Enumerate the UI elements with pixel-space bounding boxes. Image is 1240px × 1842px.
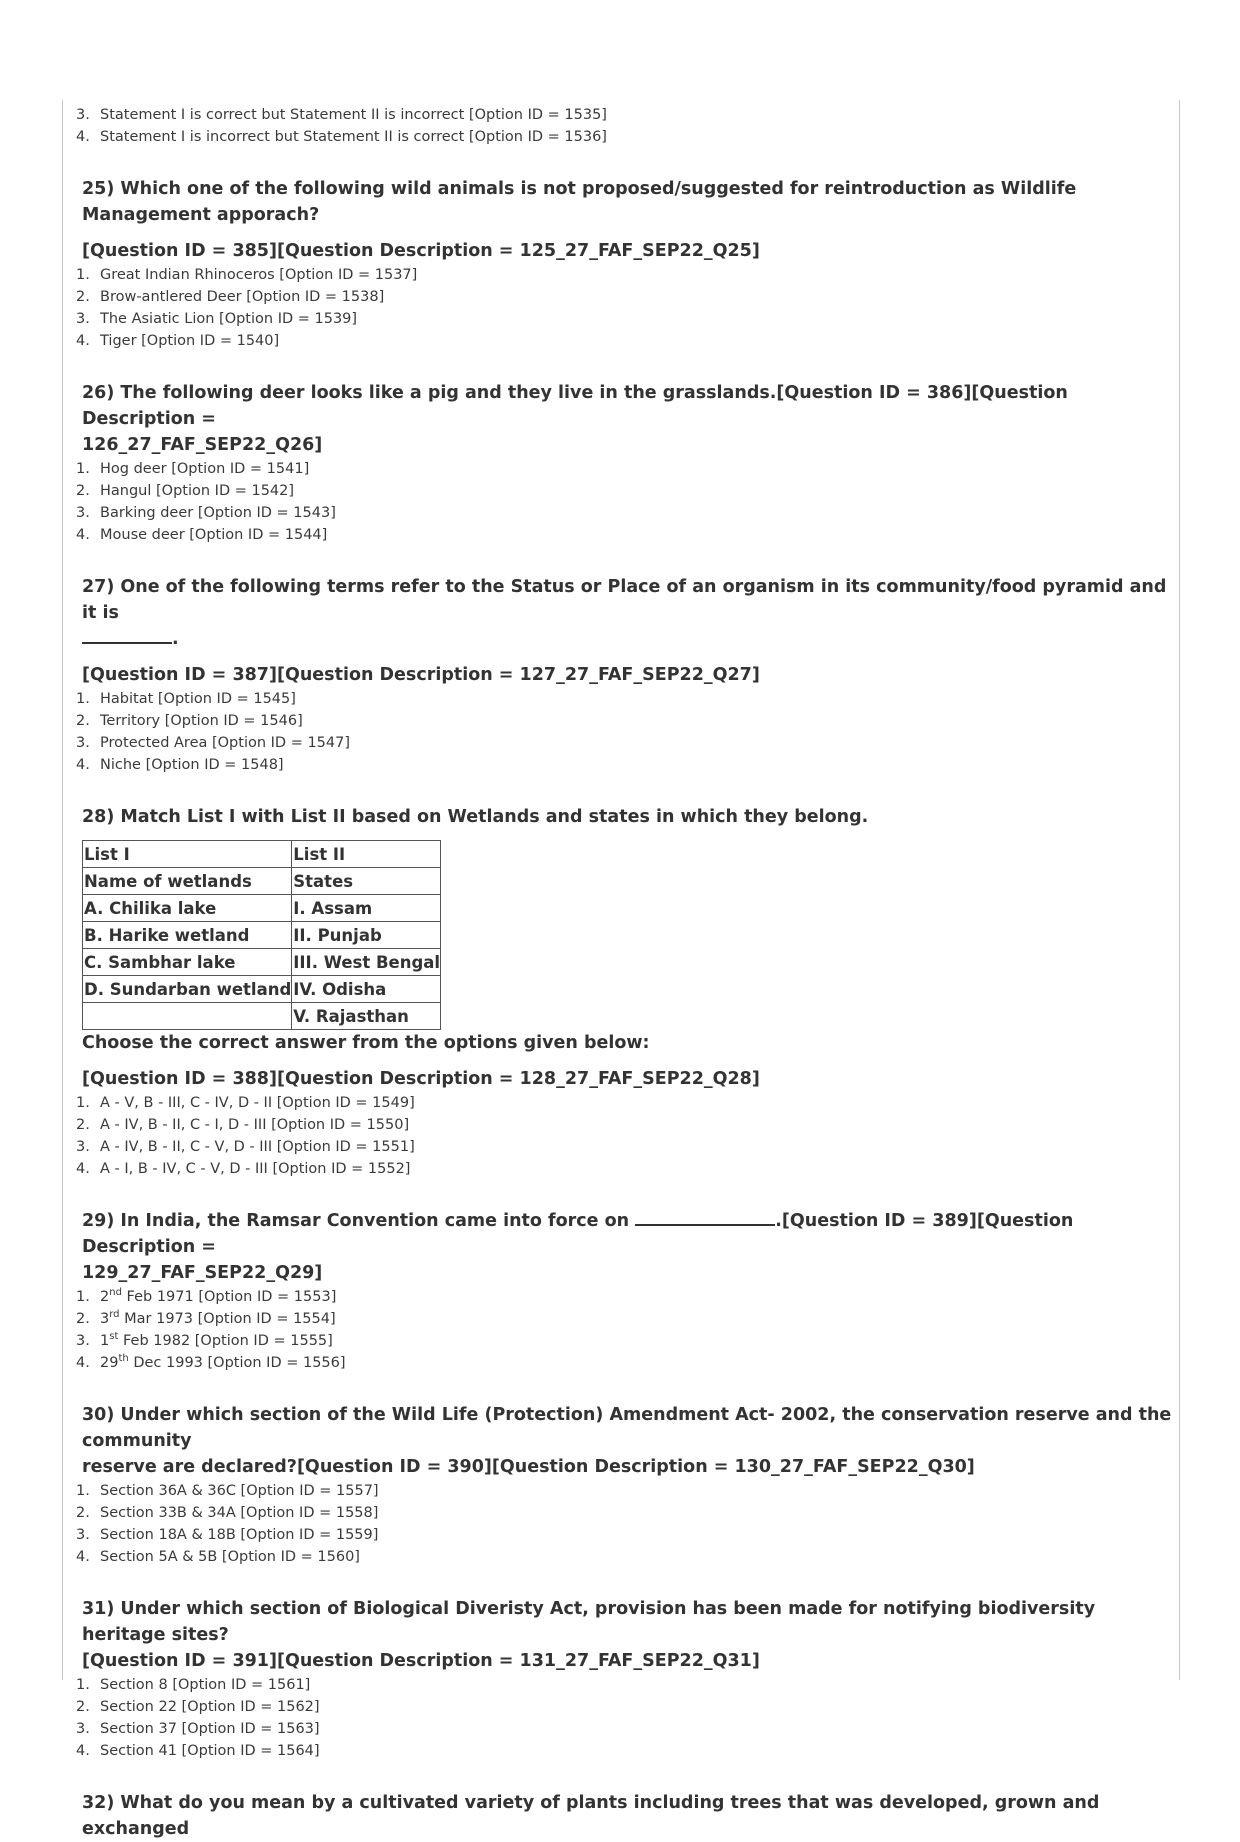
- option: 4. Tiger [Option ID = 1540]: [76, 333, 280, 349]
- option: 3. 1st Feb 1982 [Option ID = 1555]: [76, 1331, 333, 1349]
- question-text: 29) In India, the Ramsar Convention came into force on .[Question ID = 389][Question Description =: [82, 1211, 1074, 1257]
- table-row: [83, 922, 441, 949]
- question-29: [74, 1208, 1174, 1374]
- option: 3. Section 37 [Option ID = 1563]: [76, 1721, 320, 1737]
- option: 2. Section 22 [Option ID = 1562]: [76, 1699, 320, 1715]
- question-text: 32) What do you mean by a cultivated variety of plants including trees that was developed, grown and exchanged: [82, 1793, 1100, 1839]
- question-28: [74, 804, 1174, 1180]
- option: 4. Niche [Option ID = 1548]: [76, 757, 284, 773]
- question-text: 30) Under which section of the Wild Life (Protection) Amendment Act- 2002, the conservation reserve and the community: [82, 1405, 1172, 1451]
- table-cell: Name of wetlands: [83, 868, 292, 895]
- table-cell: B. Harike wetland: [83, 922, 292, 949]
- option: 3. Protected Area [Option ID = 1547]: [76, 735, 351, 751]
- table-row: [83, 841, 441, 868]
- option: 3. A - IV, B - II, C - V, D - III [Option ID = 1551]: [76, 1139, 415, 1155]
- question-text: 27) One of the following terms refer to the Status or Place of an organism in its community/food pyramid and it is: [82, 577, 1167, 623]
- option: 4. 29th Dec 1993 [Option ID = 1556]: [76, 1353, 346, 1371]
- option: 1. 2nd Feb 1971 [Option ID = 1553]: [76, 1287, 337, 1305]
- option: 4. Statement I is incorrect but Statement II is correct [Option ID = 1536]: [76, 129, 607, 145]
- question-text: 28) Match List I with List II based on Wetlands and states in which they belong.: [82, 807, 869, 827]
- option: 3. The Asiatic Lion [Option ID = 1539]: [76, 311, 358, 327]
- table-row: [83, 1003, 441, 1030]
- option: 3. Statement I is correct but Statement II is incorrect [Option ID = 1535]: [76, 107, 607, 123]
- prev-question-options: [74, 104, 1174, 148]
- table-cell: [83, 1003, 292, 1030]
- table-row: [83, 868, 441, 895]
- option: 1. A - V, B - III, C - IV, D - II [Option ID = 1549]: [76, 1095, 415, 1111]
- option: 3. Section 18A & 18B [Option ID = 1559]: [76, 1527, 379, 1543]
- question-text: 26) The following deer looks like a pig and they live in the grasslands.[Question ID = 386][Question Description =: [82, 383, 1068, 429]
- answer-blank: .: [82, 626, 1174, 652]
- table-cell: A. Chilika lake: [83, 895, 292, 922]
- option: 4. A - I, B - IV, C - V, D - III [Option ID = 1552]: [76, 1161, 411, 1177]
- table-cell: I. Assam: [292, 895, 441, 922]
- question-text: 31) Under which section of Biological Diveristy Act, provision has been made for notifying biodiversity heritage sites?: [82, 1599, 1096, 1645]
- option: 2. Hangul [Option ID = 1542]: [76, 483, 295, 499]
- question-description: [Question ID = 387][Question Description = 127_27_FAF_SEP22_Q27]: [82, 665, 760, 685]
- option: 1. Habitat [Option ID = 1545]: [76, 691, 296, 707]
- option: 1. Great Indian Rhinoceros [Option ID = 1537]: [76, 267, 418, 283]
- table-cell: D. Sundarban wetland: [83, 976, 292, 1003]
- question-text-cont: reserve are declared?[Question ID = 390][Question Description = 130_27_FAF_SEP22_Q30]: [82, 1457, 975, 1477]
- table-row: [83, 976, 441, 1003]
- option: 2. A - IV, B - II, C - I, D - III [Option ID = 1550]: [76, 1117, 410, 1133]
- table-cell: II. Punjab: [292, 922, 441, 949]
- question-27: [74, 574, 1174, 776]
- table-cell: C. Sambhar lake: [83, 949, 292, 976]
- option: 2. Brow-antlered Deer [Option ID = 1538]: [76, 289, 385, 305]
- question-32: [74, 1790, 1174, 1842]
- question-26: [74, 380, 1174, 546]
- table-row: [83, 895, 441, 922]
- question-30: [74, 1402, 1174, 1568]
- question-text-cont: 126_27_FAF_SEP22_Q26]: [82, 435, 323, 455]
- question-description: [Question ID = 385][Question Description = 125_27_FAF_SEP22_Q25]: [82, 241, 760, 261]
- match-table: [82, 840, 441, 1030]
- option: 4. Section 5A & 5B [Option ID = 1560]: [76, 1549, 360, 1565]
- table-cell: IV. Odisha: [292, 976, 441, 1003]
- table-cell: States: [292, 868, 441, 895]
- option: 4. Section 41 [Option ID = 1564]: [76, 1743, 320, 1759]
- question-paper: [74, 104, 1174, 1842]
- table-row: [83, 949, 441, 976]
- table-cell: III. West Bengal: [292, 949, 441, 976]
- option: 2. 3rd Mar 1973 [Option ID = 1554]: [76, 1309, 336, 1327]
- question-text-cont: [Question ID = 391][Question Description = 131_27_FAF_SEP22_Q31]: [82, 1651, 760, 1671]
- question-25: [74, 176, 1174, 352]
- option: 2. Section 33B & 34A [Option ID = 1558]: [76, 1505, 379, 1521]
- question-description: [Question ID = 388][Question Description = 128_27_FAF_SEP22_Q28]: [82, 1069, 760, 1089]
- option: 1. Hog deer [Option ID = 1541]: [76, 461, 310, 477]
- table-cell: V. Rajasthan: [292, 1003, 441, 1030]
- option: 4. Mouse deer [Option ID = 1544]: [76, 527, 328, 543]
- table-cell: List II: [292, 841, 441, 868]
- option: 1. Section 36A & 36C [Option ID = 1557]: [76, 1483, 379, 1499]
- instruction-text: Choose the correct answer from the options given below:: [82, 1033, 650, 1053]
- table-cell: List I: [83, 841, 292, 868]
- question-text-cont: 129_27_FAF_SEP22_Q29]: [82, 1263, 323, 1283]
- question-text: 25) Which one of the following wild animals is not proposed/suggested for reintroduction as Wildlife Management apporach?: [82, 179, 1077, 225]
- question-31: [74, 1596, 1174, 1762]
- option: 3. Barking deer [Option ID = 1543]: [76, 505, 336, 521]
- option: 1. Section 8 [Option ID = 1561]: [76, 1677, 311, 1693]
- option: 2. Territory [Option ID = 1546]: [76, 713, 303, 729]
